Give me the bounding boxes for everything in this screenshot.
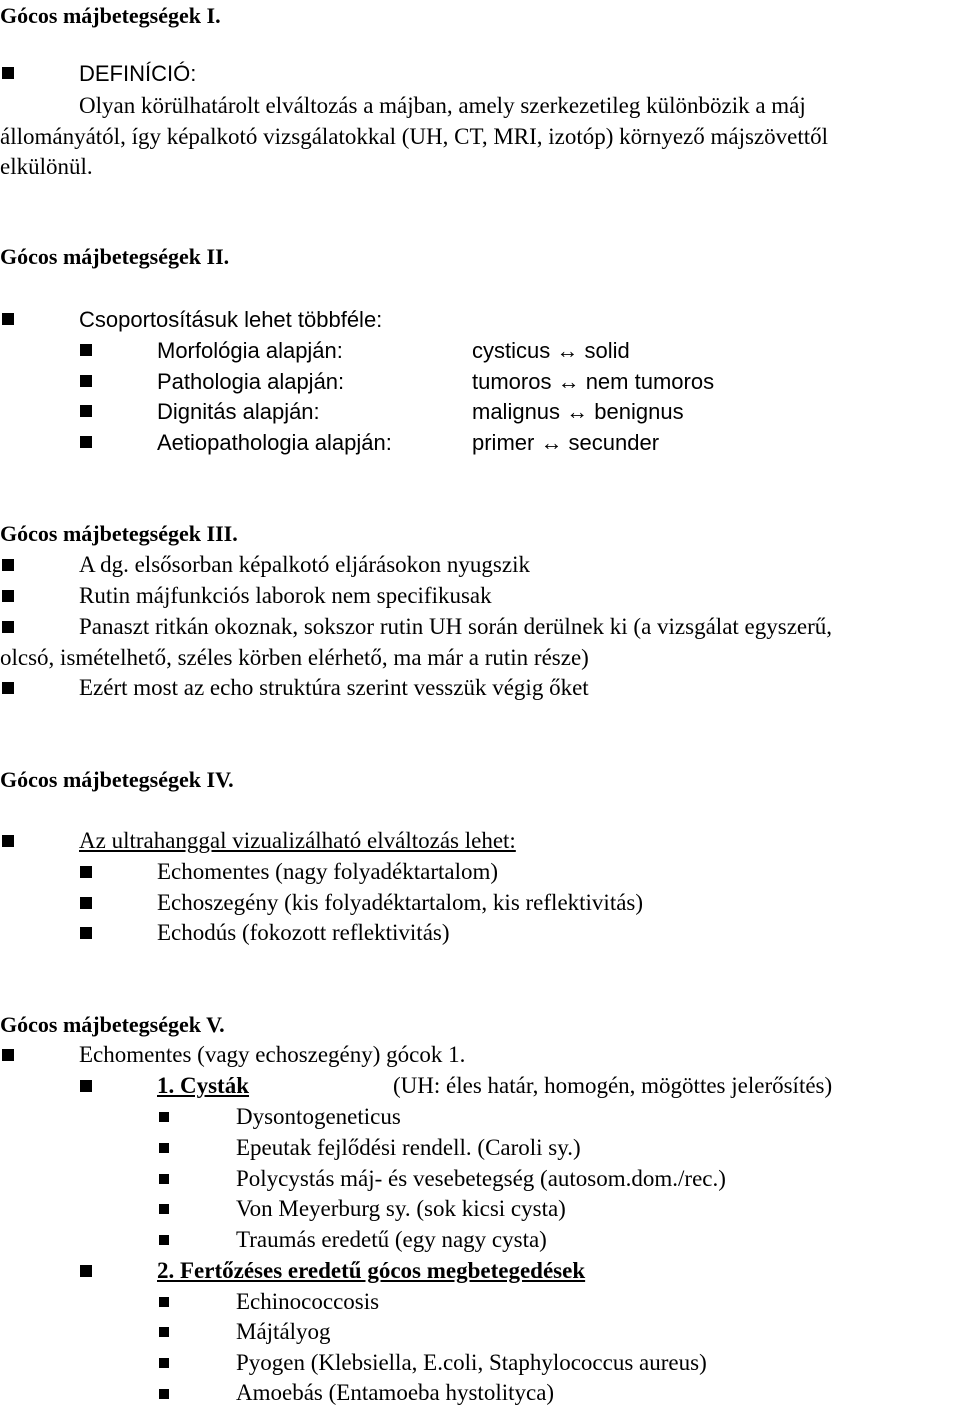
- list-item: Pyogen (Klebsiella, E.coli, Staphylococcus aureus): [236, 1350, 707, 1375]
- bullet-icon: [80, 1080, 92, 1092]
- list-item-continuation: olcsó, ismételhető, széles körben elérhető, ma már a rutin része): [0, 645, 589, 670]
- bullet-icon: [159, 1235, 169, 1245]
- classification-basis: Morfológia alapján:: [157, 338, 343, 363]
- section-1-title: Gócos májbetegségek I.: [0, 3, 221, 28]
- bullet-icon: [2, 835, 14, 847]
- section-2-title: Gócos májbetegségek II.: [0, 244, 230, 269]
- cysts-note: (UH: éles határ, homogén, mögöttes jelerősítés): [393, 1073, 833, 1098]
- bullet-icon: [159, 1389, 169, 1399]
- list-item: Von Meyerburg sy. (sok kicsi cysta): [236, 1196, 566, 1221]
- classification-basis: Aetiopathologia alapján:: [157, 430, 392, 455]
- list-item: Echoszegény (kis folyadéktartalom, kis reflektivitás): [157, 890, 644, 915]
- bullet-icon: [80, 375, 92, 387]
- classification-pair: malignus ↔ benignus: [472, 399, 684, 424]
- bullet-icon: [2, 621, 14, 633]
- bullet-icon: [159, 1204, 169, 1214]
- definition-label: DEFINÍCIÓ:: [79, 61, 197, 86]
- list-item: Dysontogeneticus: [236, 1104, 401, 1129]
- classification-pair: cysticus ↔ solid: [472, 338, 630, 363]
- definition-line: Olyan körülhatárolt elváltozás a májban, amely szerkezetileg különbözik a máj: [79, 93, 806, 118]
- section-5-title: Gócos májbetegségek V.: [0, 1012, 225, 1037]
- section-4-title: Gócos májbetegségek IV.: [0, 767, 234, 792]
- bullet-icon: [159, 1327, 169, 1337]
- list-item: Traumás eredetű (egy nagy cysta): [236, 1227, 547, 1252]
- section-5-intro: Echomentes (vagy echoszegény) gócok 1.: [79, 1042, 466, 1067]
- bullet-icon: [2, 682, 14, 694]
- bullet-icon: [2, 313, 14, 325]
- list-item: Ezért most az echo struktúra szerint vesszük végig őket: [79, 675, 589, 700]
- bullet-icon: [159, 1297, 169, 1307]
- bullet-icon: [159, 1358, 169, 1368]
- bullet-icon: [159, 1174, 169, 1184]
- list-item: Májtályog: [236, 1319, 331, 1344]
- bullet-icon: [80, 344, 92, 356]
- list-item: Panaszt ritkán okoznak, sokszor rutin UH során derülnek ki (a vizsgálat egyszerű,: [79, 614, 833, 639]
- bullet-icon: [159, 1112, 169, 1122]
- classification-pair: tumoros ↔ nem tumoros: [472, 369, 715, 394]
- ultrasound-intro: Az ultrahanggal vizualizálható elváltozás lehet:: [79, 828, 516, 853]
- bullet-icon: [80, 927, 92, 939]
- classification-basis: Dignitás alapján:: [157, 399, 320, 424]
- bullet-icon: [80, 436, 92, 448]
- list-item: Polycystás máj- és vesebetegség (autosom.dom./rec.): [236, 1166, 726, 1191]
- classification-pair: primer ↔ secunder: [472, 430, 660, 455]
- bullet-icon: [2, 1049, 14, 1061]
- bullet-icon: [80, 866, 92, 878]
- definition-line: elkülönül.: [0, 154, 93, 179]
- list-item: Echomentes (nagy folyadéktartalom): [157, 859, 499, 884]
- list-item: Echodús (fokozott reflektivitás): [157, 920, 450, 945]
- infections-heading: 2. Fertőzéses eredetű gócos megbetegedések: [157, 1258, 586, 1283]
- classification-intro: Csoportosításuk lehet többféle:: [79, 307, 383, 332]
- list-item: Amoebás (Entamoeba hystolityca): [236, 1380, 555, 1405]
- list-item: Epeutak fejlődési rendell. (Caroli sy.): [236, 1135, 581, 1160]
- bullet-icon: [2, 67, 14, 79]
- bullet-icon: [2, 559, 14, 571]
- bullet-icon: [159, 1143, 169, 1153]
- bullet-icon: [80, 897, 92, 909]
- definition-line: állományától, így képalkotó vizsgálatokkal (UH, CT, MRI, izotóp) környező májszövettől: [0, 124, 829, 149]
- cysts-heading: 1. Cysták: [157, 1073, 250, 1098]
- bullet-icon: [2, 590, 14, 602]
- list-item: A dg. elsősorban képalkotó eljárásokon nyugszik: [79, 552, 530, 577]
- bullet-icon: [80, 1265, 92, 1277]
- list-item: Rutin májfunkciós laborok nem specifikusak: [79, 583, 492, 608]
- classification-basis: Pathologia alapján:: [157, 369, 345, 394]
- list-item: Echinococcosis: [236, 1289, 380, 1314]
- section-3-title: Gócos májbetegségek III.: [0, 521, 238, 546]
- bullet-icon: [80, 405, 92, 417]
